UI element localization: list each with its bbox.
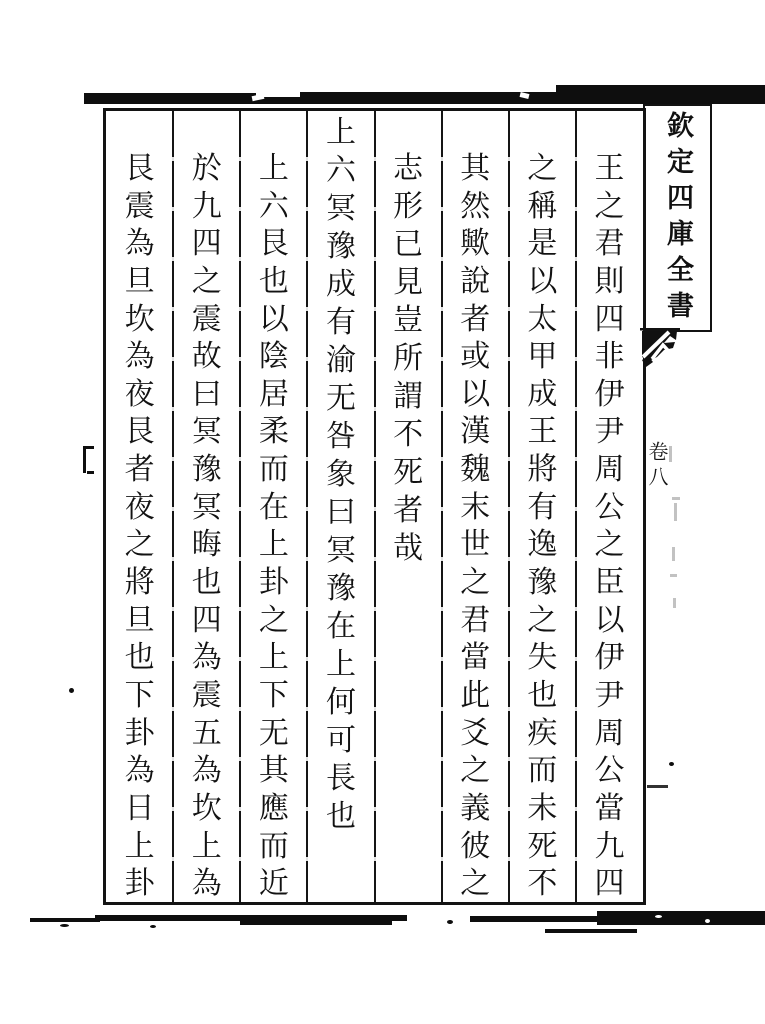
glyph: 夜 (124, 376, 155, 412)
glyph: 在 (258, 489, 289, 525)
margin-speck (669, 762, 674, 766)
glyph: 形 (393, 189, 424, 224)
glyph: 冥 (325, 191, 356, 226)
glyph: 不 (527, 866, 558, 902)
faint-marginalia-fragment (669, 446, 672, 462)
glyph: 魏 (460, 452, 491, 488)
faint-marginalia-fragment (673, 598, 676, 608)
glyph: 四 (594, 301, 625, 337)
glyph: 為 (124, 753, 155, 789)
glyph: 上 (258, 527, 289, 563)
glyph: 於 (191, 151, 222, 186)
glyph: 者 (393, 493, 424, 528)
glyph: 臣 (594, 565, 625, 601)
edge-speck (83, 449, 86, 473)
glyph: 公 (594, 753, 625, 789)
glyph: 豫 (325, 229, 356, 264)
book-title: 欽定四庫全書 (662, 111, 693, 327)
glyph: 九 (191, 188, 222, 224)
faint-marginalia-fragment (670, 574, 677, 577)
glyph: 當 (594, 790, 625, 826)
title-box (643, 104, 712, 332)
glyph: 也 (124, 640, 155, 676)
text-column-7 (173, 150, 240, 903)
glyph: 彼 (460, 828, 491, 864)
glyph: 長 (325, 761, 356, 796)
glyph: 上 (258, 640, 289, 676)
bottom-ink-band-segment (240, 921, 392, 925)
margin-tick (647, 785, 668, 788)
glyph: 之 (460, 565, 491, 601)
glyph: 死 (393, 455, 424, 490)
glyph: 尹 (594, 414, 625, 450)
glyph: 將 (124, 565, 155, 601)
glyph: 或 (460, 339, 491, 375)
glyph: 成 (325, 267, 356, 302)
glyph: 者 (124, 452, 155, 488)
edge-speck (69, 688, 74, 693)
glyph: 非 (594, 339, 625, 375)
glyph: 甲 (527, 339, 558, 375)
glyph: 冥 (191, 489, 222, 525)
glyph: 疾 (527, 715, 558, 751)
text-column-5 (307, 114, 374, 836)
faint-marginalia-fragment (672, 547, 675, 561)
glyph: 周 (594, 715, 625, 751)
glyph: 世 (460, 527, 491, 563)
glyph: 此 (460, 677, 491, 713)
glyph: 冥 (325, 533, 356, 568)
glyph: 六 (258, 188, 289, 224)
glyph: 之 (191, 263, 222, 299)
glyph: 其 (460, 151, 491, 186)
glyph: 曰 (191, 376, 222, 412)
glyph: 九 (594, 828, 625, 864)
glyph: 應 (258, 790, 289, 826)
glyph: 君 (460, 602, 491, 638)
glyph: 之 (460, 753, 491, 789)
glyph: 君 (594, 226, 625, 262)
faint-marginalia-fragment (672, 497, 680, 500)
glyph: 志 (393, 151, 424, 186)
glyph: 將 (527, 452, 558, 488)
bottom-speck (447, 920, 453, 924)
glyph: 伊 (594, 640, 625, 676)
glyph: 之 (594, 188, 625, 224)
glyph: 太 (527, 301, 558, 337)
collection-seal-mark (640, 326, 684, 372)
glyph: 陰 (258, 339, 289, 375)
glyph: 也 (527, 677, 558, 713)
glyph: 以 (460, 376, 491, 412)
text-column-4 (375, 150, 442, 568)
glyph: 上 (124, 828, 155, 864)
glyph: 為 (191, 640, 222, 676)
glyph: 伊 (594, 376, 625, 412)
glyph: 夜 (124, 489, 155, 525)
glyph: 漢 (460, 414, 491, 450)
volume-label: 卷八 (645, 441, 669, 491)
glyph: 而 (258, 828, 289, 864)
glyph: 晦 (191, 527, 222, 563)
glyph: 當 (460, 640, 491, 676)
top-ink-band-segment (84, 93, 256, 98)
text-column-6 (240, 150, 307, 903)
glyph: 艮 (124, 151, 155, 186)
glyph: 卦 (124, 715, 155, 751)
glyph: 四 (191, 602, 222, 638)
glyph: 何 (325, 685, 356, 720)
glyph: 義 (460, 790, 491, 826)
glyph: 艮 (124, 414, 155, 450)
glyph: 曰 (325, 495, 356, 530)
glyph: 也 (325, 799, 356, 834)
glyph: 說 (460, 263, 491, 299)
glyph: 上 (325, 647, 356, 682)
glyph: 之 (460, 866, 491, 902)
glyph: 為 (191, 866, 222, 902)
faint-marginalia-fragment (674, 503, 677, 521)
glyph: 六 (325, 153, 356, 188)
glyph: 者 (460, 301, 491, 337)
glyph: 歟 (460, 226, 491, 262)
band-nick (655, 915, 662, 918)
glyph: 象 (325, 457, 356, 492)
glyph: 死 (527, 828, 558, 864)
glyph: 震 (191, 677, 222, 713)
glyph: 末 (460, 489, 491, 525)
glyph: 逸 (527, 527, 558, 563)
glyph: 无 (325, 381, 356, 416)
glyph: 公 (594, 489, 625, 525)
glyph: 則 (594, 263, 625, 299)
glyph: 旦 (124, 602, 155, 638)
text-column-1 (576, 150, 643, 903)
glyph: 震 (124, 188, 155, 224)
glyph: 在 (325, 609, 356, 644)
glyph: 豫 (325, 571, 356, 606)
glyph: 所 (393, 341, 424, 376)
glyph: 豫 (191, 452, 222, 488)
glyph: 爻 (460, 715, 491, 751)
glyph: 已 (393, 227, 424, 262)
bottom-ink-band-segment (545, 929, 637, 933)
glyph: 日 (124, 790, 155, 826)
glyph: 以 (258, 301, 289, 337)
glyph: 謂 (393, 379, 424, 414)
glyph: 為 (191, 753, 222, 789)
glyph: 卦 (124, 866, 155, 902)
glyph: 故 (191, 339, 222, 375)
glyph: 上 (258, 151, 289, 186)
glyph: 上 (325, 115, 356, 150)
glyph: 之 (527, 602, 558, 638)
glyph: 未 (527, 790, 558, 826)
bottom-ink-band-segment (470, 916, 600, 922)
glyph: 冥 (191, 414, 222, 450)
glyph: 之 (594, 527, 625, 563)
bottom-speck (150, 925, 156, 928)
glyph: 哉 (393, 531, 424, 566)
bottom-ink-band-segment (597, 911, 765, 925)
glyph: 也 (258, 263, 289, 299)
glyph: 坎 (191, 790, 222, 826)
glyph: 周 (594, 452, 625, 488)
glyph: 王 (594, 151, 625, 186)
glyph: 渝 (325, 343, 356, 378)
glyph: 下 (258, 677, 289, 713)
glyph: 以 (594, 602, 625, 638)
glyph: 可 (325, 723, 356, 758)
glyph: 成 (527, 376, 558, 412)
glyph: 震 (191, 301, 222, 337)
glyph: 見 (393, 265, 424, 300)
glyph: 尹 (594, 677, 625, 713)
glyph: 近 (258, 866, 289, 902)
glyph: 有 (325, 305, 356, 340)
top-ink-band-segment (84, 101, 384, 104)
top-ink-band-segment (556, 85, 765, 98)
glyph: 卦 (258, 565, 289, 601)
glyph: 豫 (527, 565, 558, 601)
bottom-speck (60, 924, 69, 927)
glyph: 四 (594, 866, 625, 902)
glyph: 上 (191, 828, 222, 864)
glyph: 四 (191, 226, 222, 262)
glyph: 咎 (325, 419, 356, 454)
text-column-8 (106, 150, 173, 903)
band-nick (705, 919, 710, 923)
glyph: 而 (527, 753, 558, 789)
glyph: 艮 (258, 226, 289, 262)
glyph: 王 (527, 414, 558, 450)
glyph: 无 (258, 715, 289, 751)
glyph: 也 (191, 565, 222, 601)
glyph: 而 (258, 452, 289, 488)
glyph: 然 (460, 188, 491, 224)
glyph: 為 (124, 339, 155, 375)
glyph: 有 (527, 489, 558, 525)
glyph: 其 (258, 753, 289, 789)
glyph: 是 (527, 226, 558, 262)
text-column-2 (509, 150, 576, 903)
glyph: 五 (191, 715, 222, 751)
glyph: 以 (527, 263, 558, 299)
glyph: 之 (527, 151, 558, 186)
glyph: 柔 (258, 414, 289, 450)
glyph: 坎 (124, 301, 155, 337)
glyph: 之 (258, 602, 289, 638)
glyph: 居 (258, 376, 289, 412)
glyph: 為 (124, 226, 155, 262)
text-column-3 (442, 150, 509, 903)
glyph: 豈 (393, 303, 424, 338)
text-grid (103, 108, 646, 905)
bottom-ink-band-segment (30, 918, 100, 922)
glyph: 旦 (124, 263, 155, 299)
glyph: 不 (393, 417, 424, 452)
glyph: 之 (124, 527, 155, 563)
glyph: 失 (527, 640, 558, 676)
edge-speck (87, 471, 94, 474)
glyph: 下 (124, 677, 155, 713)
glyph: 稱 (527, 188, 558, 224)
